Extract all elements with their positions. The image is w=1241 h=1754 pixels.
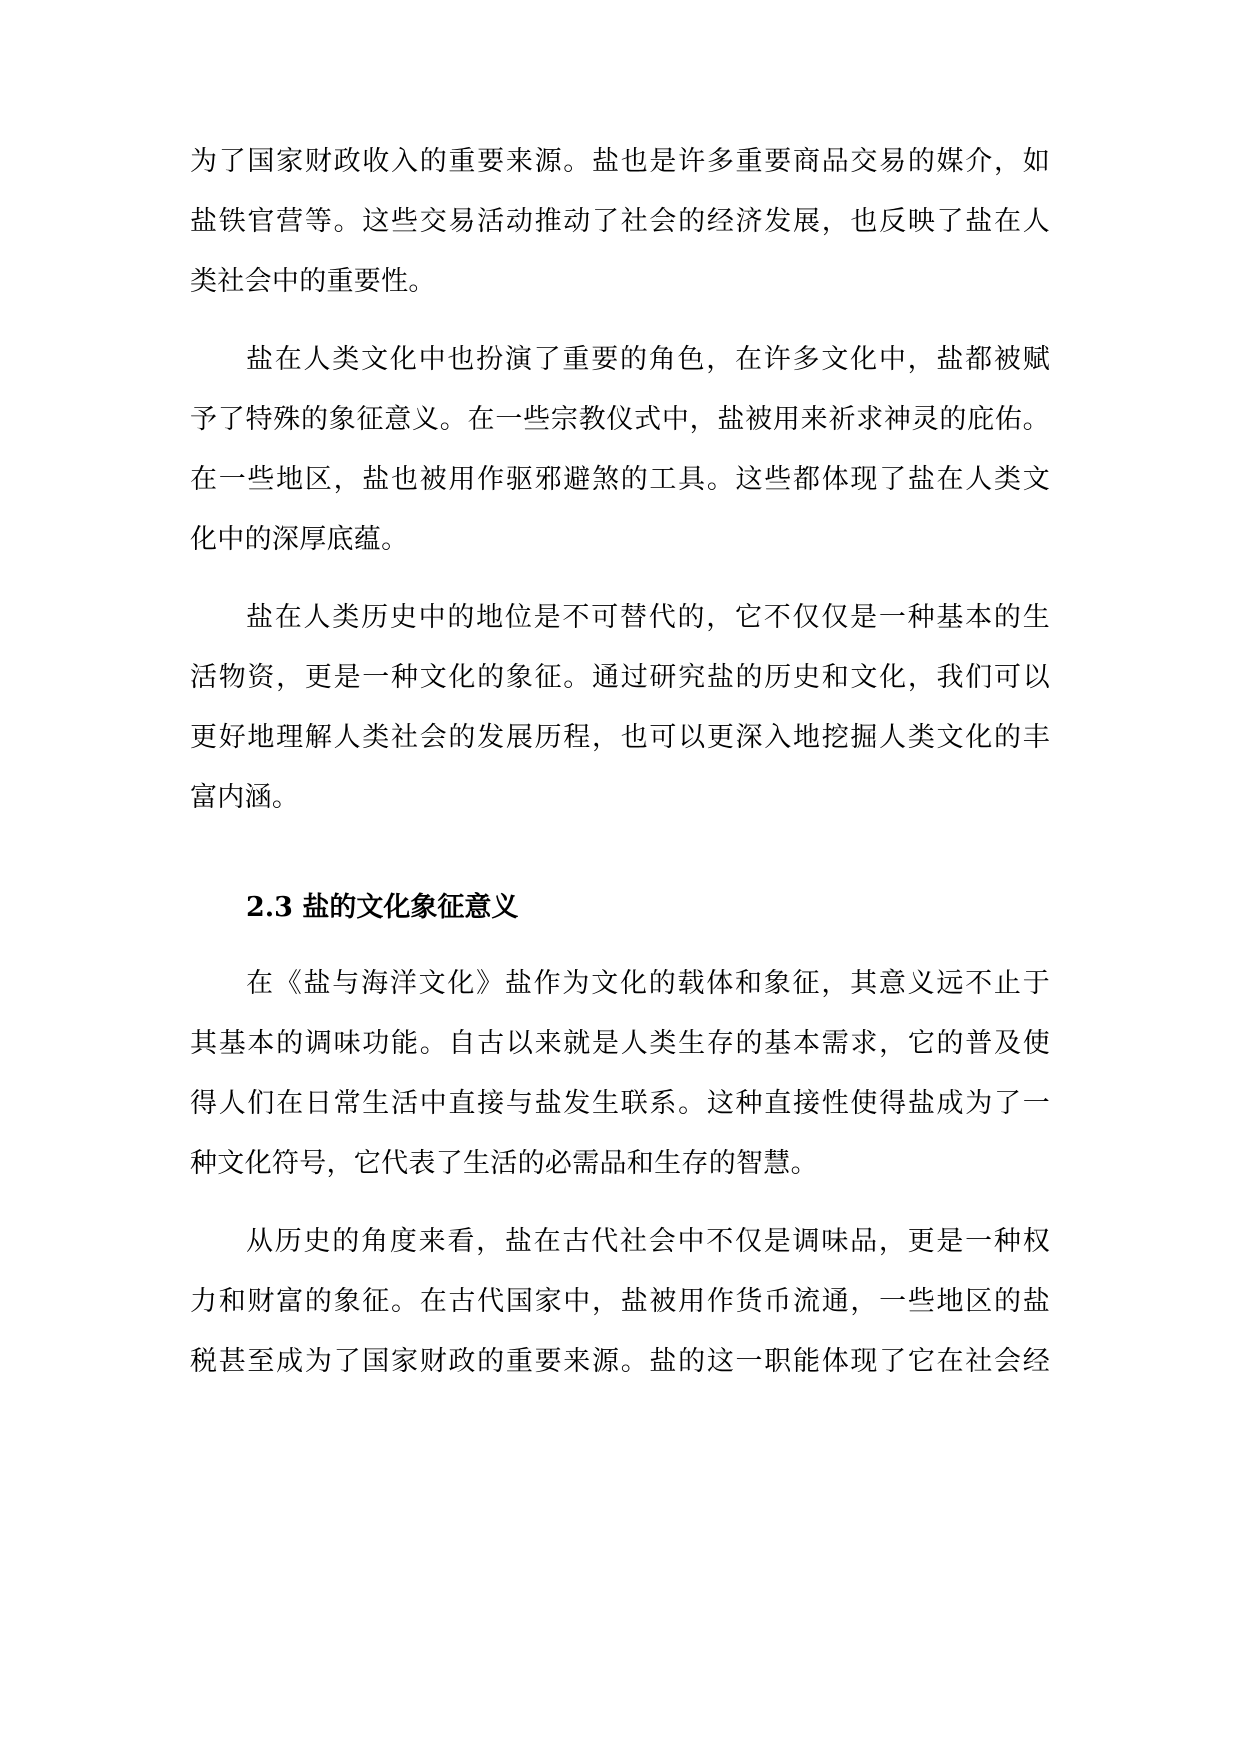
paragraph-5-line-2: 力和财富的象征。在古代国家中，盐被用作货币流通，一些地区的盐 — [190, 1286, 1050, 1317]
section-heading: 2.3 盐的文化象征意义 — [246, 892, 519, 923]
paragraph-3-line-2: 活物资，更是一种文化的象征。通过研究盐的历史和文化，我们可以 — [190, 662, 1050, 693]
paragraph-5-line-3: 税甚至成为了国家财政的重要来源。盐的这一职能体现了它在社会经 — [190, 1346, 1050, 1377]
paragraph-2-line-3: 在一些地区，盐也被用作驱邪避煞的工具。这些都体现了盐在人类文 — [190, 464, 1050, 495]
paragraph-1-line-1: 为了国家财政收入的重要来源。盐也是许多重要商品交易的媒介，如 — [190, 146, 1050, 177]
paragraph-3-line-4: 富内涵。 — [190, 782, 300, 813]
paragraph-2-line-2: 予了特殊的象征意义。在一些宗教仪式中，盐被用来祈求神灵的庇佑。 — [190, 404, 1050, 435]
paragraph-3-line-3: 更好地理解人类社会的发展历程，也可以更深入地挖掘人类文化的丰 — [190, 722, 1050, 753]
paragraph-5-line-1: 从历史的角度来看，盐在古代社会中不仅是调味品，更是一种权 — [246, 1226, 1050, 1257]
paragraph-4-line-1: 在《盐与海洋文化》盐作为文化的载体和象征，其意义远不止于 — [246, 968, 1050, 999]
paragraph-2-line-4: 化中的深厚底蕴。 — [190, 524, 409, 555]
paragraph-3-line-1: 盐在人类历史中的地位是不可替代的，它不仅仅是一种基本的生 — [246, 602, 1050, 633]
paragraph-1-line-2: 盐铁官营等。这些交易活动推动了社会的经济发展，也反映了盐在人 — [190, 206, 1050, 237]
paragraph-4-line-4: 种文化符号，它代表了生活的必需品和生存的智慧。 — [190, 1148, 818, 1179]
paragraph-4-line-3: 得人们在日常生活中直接与盐发生联系。这种直接性使得盐成为了一 — [190, 1088, 1050, 1119]
paragraph-2-line-1: 盐在人类文化中也扮演了重要的角色，在许多文化中，盐都被赋 — [246, 344, 1050, 375]
paragraph-4-line-2: 其基本的调味功能。自古以来就是人类生存的基本需求，它的普及使 — [190, 1028, 1050, 1059]
paragraph-1-line-3: 类社会中的重要性。 — [190, 266, 436, 297]
